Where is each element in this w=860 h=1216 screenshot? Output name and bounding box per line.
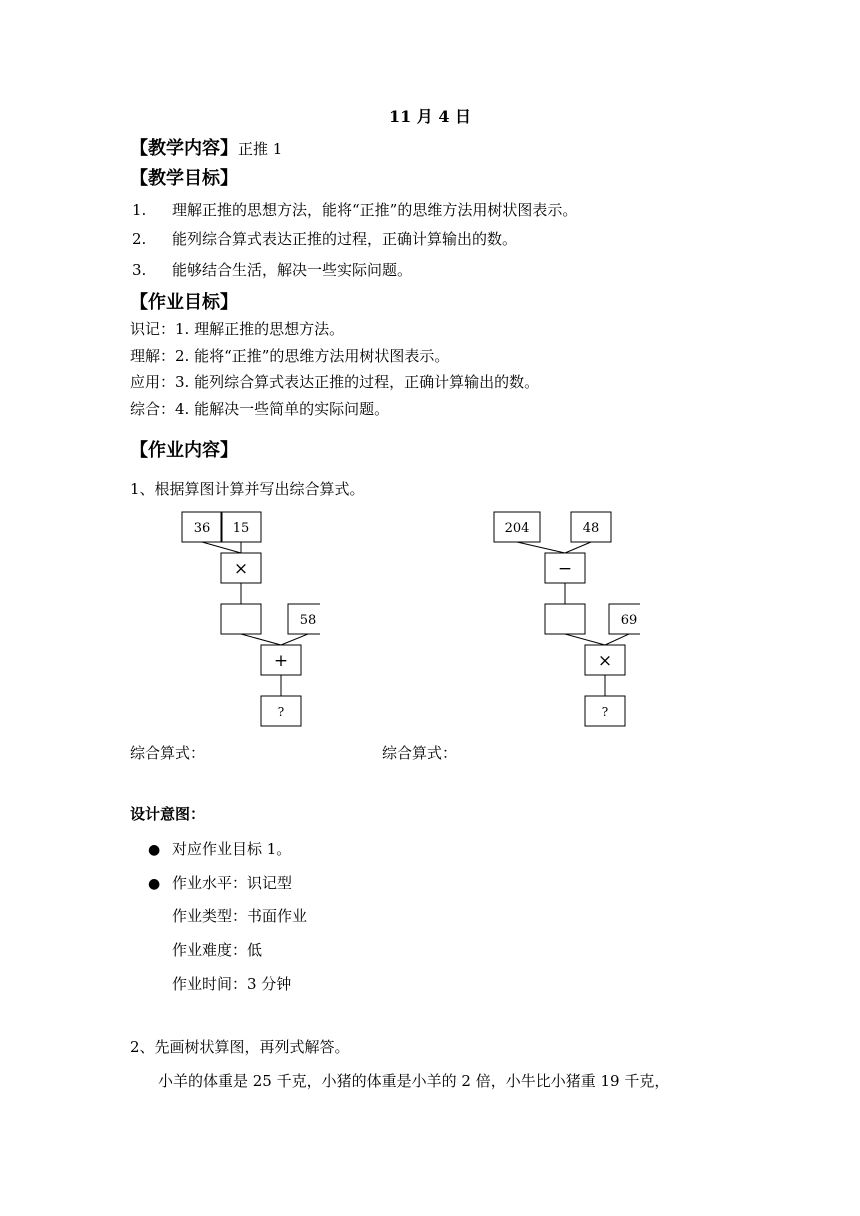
formula-label-2: 综合算式：	[382, 744, 458, 762]
bullet-icon: ●	[148, 842, 161, 858]
teaching-goal-number: 2.	[132, 230, 147, 248]
tree1-operator-1: ×	[233, 559, 249, 579]
formula-label-1: 综合算式：	[130, 744, 206, 762]
teaching-content-value: 正推 1	[238, 140, 283, 158]
design-difficulty: 作业难度：低	[172, 941, 263, 959]
homework-goal-item: 应用：3. 能列综合算式表达正推的过程，正确计算输出的数。	[130, 373, 540, 391]
homework-goals-heading: 【作业目标】	[130, 292, 238, 313]
question-2-prompt: 2、先画树状算图，再列式解答。	[130, 1038, 350, 1056]
tree1-operator-2: +	[273, 651, 289, 671]
tree2-result: ?	[601, 705, 609, 719]
tree1-result: ?	[277, 705, 285, 719]
question-2-text: 小羊的体重是 25 千克，小猪的体重是小羊的 2 倍，小牛比小猪重 19 千克，	[158, 1072, 670, 1090]
teaching-goal-item	[132, 228, 517, 249]
homework-goal-item: 识记：1. 理解正推的思想方法。	[130, 320, 345, 338]
bullet-icon: ●	[148, 876, 161, 892]
design-bullet-2-text: 作业水平：识记型	[172, 874, 293, 892]
teaching-content-heading: 【教学内容】	[130, 138, 238, 159]
homework-goal-item: 理解：2. 能将“正推”的思维方法用树状图表示。	[130, 347, 450, 365]
teaching-goal-text: 能够结合生活，解决一些实际问题。	[172, 261, 413, 279]
homework-content-heading: 【作业内容】	[130, 440, 238, 461]
design-bullet-1	[148, 838, 291, 859]
tree2-operator-2: ×	[597, 651, 613, 671]
design-time: 作业时间：3 分钟	[172, 975, 292, 993]
design-bullet-2	[148, 872, 292, 893]
date-title: 11 月 4 日	[388, 107, 472, 126]
tree-diagram-1	[170, 505, 320, 730]
teaching-content-row	[130, 134, 282, 160]
teaching-goal-number: 1.	[132, 201, 147, 219]
tree-diagram-2	[490, 505, 640, 730]
teaching-goal-item	[132, 259, 412, 280]
tree1-value-b: 15	[232, 521, 250, 536]
design-type: 作业类型：书面作业	[172, 907, 308, 925]
tree2-value-b: 48	[582, 521, 600, 536]
tree1-value-c: 58	[299, 613, 317, 628]
tree2-value-a: 204	[504, 521, 530, 536]
homework-goal-item: 综合：4. 能解决一些简单的实际问题。	[130, 400, 390, 418]
teaching-goal-number: 3.	[132, 261, 147, 279]
design-intent-heading: 设计意图：	[130, 805, 206, 823]
teaching-goal-text: 理解正推的思想方法，能将“正推”的思维方法用树状图表示。	[172, 201, 578, 219]
design-bullet-1-text: 对应作业目标 1。	[172, 840, 292, 858]
teaching-goal-item	[132, 199, 577, 220]
tree2-box-blank	[545, 604, 585, 634]
question-1-prompt: 1、根据算图计算并写出综合算式。	[130, 480, 365, 498]
teaching-goals-heading: 【教学目标】	[130, 168, 238, 189]
tree1-box-blank	[221, 604, 261, 634]
tree2-operator-1: −	[557, 559, 573, 579]
tree1-value-a: 36	[193, 521, 211, 536]
teaching-goal-text: 能列综合算式表达正推的过程，正确计算输出的数。	[172, 230, 518, 248]
tree2-value-c: 69	[620, 613, 638, 628]
